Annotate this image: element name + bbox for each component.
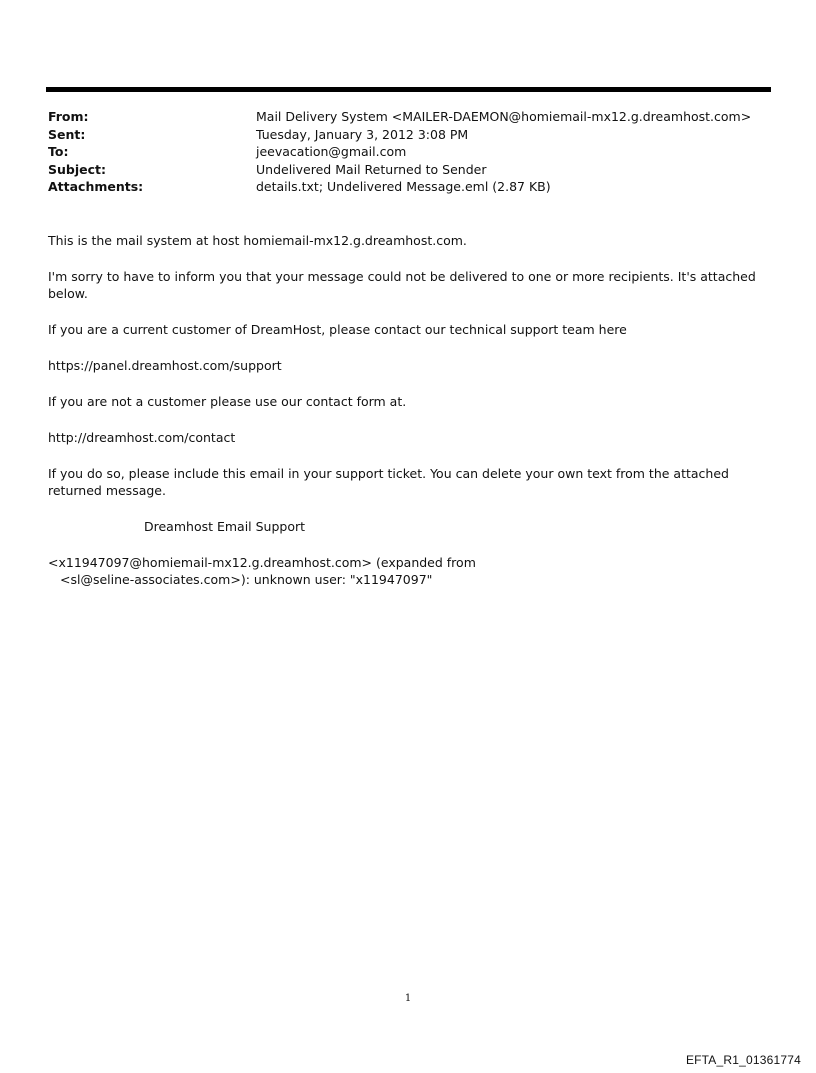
- from-label: From:: [48, 109, 89, 124]
- to-label: To:: [48, 144, 69, 159]
- body-paragraph-ticket: If you do so, please include this email in your support ticket. You can delete your own text from the attached returned message.: [48, 466, 729, 498]
- body-paragraph-host: This is the mail system at host homiemail-mx12.g.dreamhost.com.: [48, 233, 467, 248]
- body-paragraph-customer: If you are a current customer of DreamHost, please contact our technical support team here: [48, 322, 627, 337]
- sent-value: Tuesday, January 3, 2012 3:08 PM: [256, 126, 469, 142]
- attachments-value: details.txt; Undelivered Message.eml (2.87 KB): [256, 179, 551, 194]
- support-link: https://panel.dreamhost.com/support: [48, 358, 282, 373]
- attachments-label: Attachments:: [48, 179, 144, 194]
- from-value: Mail Delivery System <MAILER-DAEMON@homiemail-mx12.g.dreamhost.com>: [256, 109, 752, 124]
- bounce-detail: [48, 554, 773, 588]
- signature: Dreamhost Email Support: [144, 519, 306, 534]
- body-paragraph-apology: I'm sorry to have to inform you that your message could not be delivered to one or more recipients. It's attached below.: [48, 269, 756, 301]
- sent-row: [48, 126, 778, 144]
- header-divider: [46, 87, 771, 92]
- to-row: [48, 143, 778, 161]
- subject-row: [48, 161, 778, 179]
- bounce-line-2: <sl@seline-associates.com>): unknown user: "x11947097": [60, 572, 433, 587]
- attachments-row: [48, 178, 778, 196]
- body-paragraph-non-customer: If you are not a customer please use our contact form at.: [48, 394, 407, 409]
- sent-label: Sent:: [48, 126, 86, 142]
- subject-value: Undelivered Mail Returned to Sender: [256, 161, 487, 177]
- email-header-block: [48, 108, 778, 196]
- document-id: EFTA_R1_01361774: [685, 1053, 801, 1067]
- contact-link: http://dreamhost.com/contact: [48, 430, 236, 445]
- subject-label: Subject:: [48, 161, 106, 177]
- bounce-line-1: <x11947097@homiemail-mx12.g.dreamhost.com> (expanded from: [48, 555, 476, 570]
- email-body: [48, 232, 773, 588]
- page-number: 1: [404, 993, 412, 1004]
- from-row: [48, 108, 778, 126]
- to-value: jeevacation@gmail.com: [256, 144, 407, 159]
